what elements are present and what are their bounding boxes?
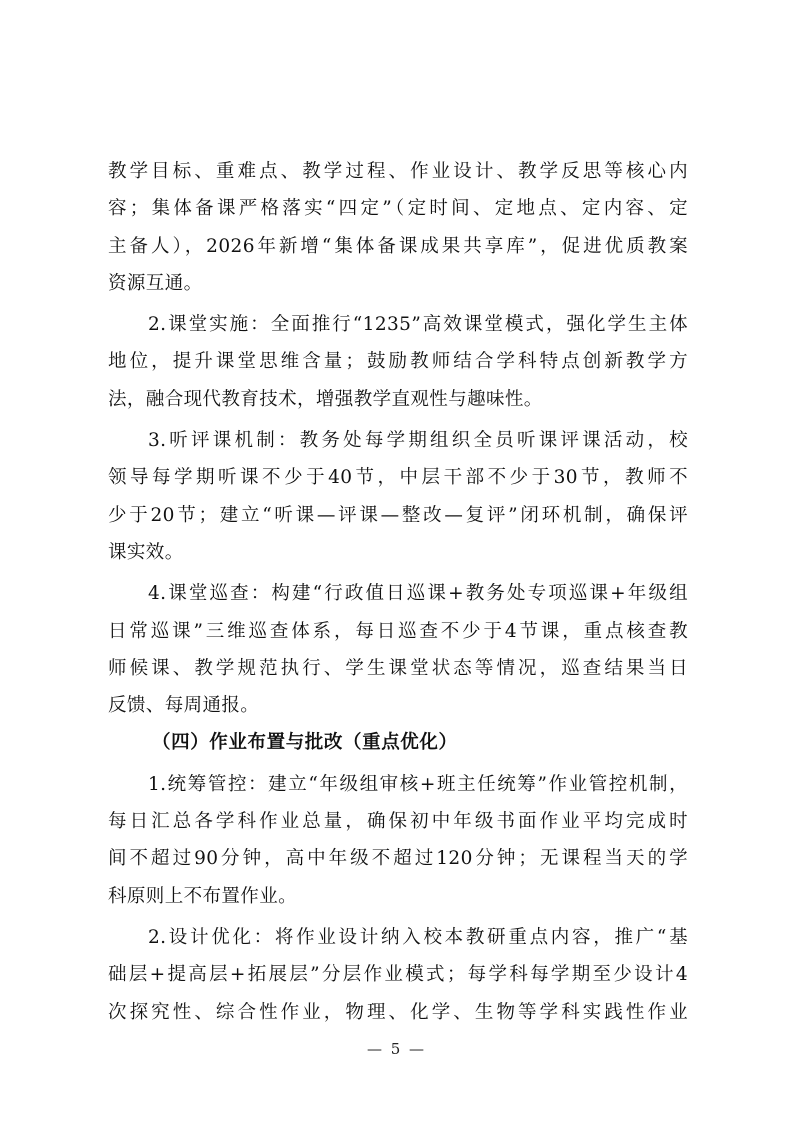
paragraph-line: 教学目标、重难点、教学过程、作业设计、教学反思等核心内 <box>108 161 688 182</box>
section-heading: （四）作业布置与批改（重点优化） <box>152 732 458 754</box>
paragraph-line: 科原则上不布置作业。 <box>108 885 298 907</box>
paragraph-line: 2.课堂实施：全面推行“1235”高效课堂模式，强化学生主体 <box>148 314 688 336</box>
paragraph-line: 反馈、每周通报。 <box>108 695 260 717</box>
document-body <box>108 153 688 1031</box>
paragraph-line: 4.课堂巡查：构建“行政值日巡课+教务处专项巡课+年级组 <box>148 583 688 605</box>
paragraph-line: 少于20节；建立“听课—评课—整改—复评”闭环机制，确保评 <box>108 504 688 526</box>
paragraph-line: 领导每学期听课不少于40节，中层干部不少于30节，教师不 <box>108 467 688 489</box>
paragraph-line: 次探究性、综合性作业，物理、化学、生物等学科实践性作业 <box>108 1001 688 1023</box>
paragraph-line: 2.设计优化：将作业设计纳入校本教研重点内容，推广“基 <box>148 926 688 948</box>
paragraph-line: 主备人），2026年新增“集体备课成果共享库”，促进优质教案 <box>108 235 688 257</box>
paragraph-line: 资源互通。 <box>108 272 203 294</box>
page-number: — 5 — <box>366 1040 427 1058</box>
paragraph-line: 3.听评课机制：教务处每学期组织全员听课评课活动，校 <box>148 430 688 452</box>
paragraph-line: 日常巡课”三维巡查体系，每日巡查不少于4节课，重点核查教 <box>108 620 688 642</box>
paragraph-line: 地位，提升课堂思维含量；鼓励教师结合学科特点创新教学方 <box>108 351 688 373</box>
paragraph-line: 间不超过90分钟，高中年级不超过120分钟；无课程当天的学 <box>108 848 688 870</box>
paragraph-line: 容；集体备课严格落实“四定”（定时间、定地点、定内容、定 <box>108 198 688 220</box>
paragraph-line: 课实效。 <box>108 541 184 563</box>
paragraph-line: 1.统筹管控：建立“年级组审核+班主任统筹”作业管控机制， <box>148 773 688 795</box>
paragraph-line: 础层+提高层+拓展层”分层作业模式；每学科每学期至少设计4 <box>108 964 688 986</box>
paragraph-line: 每日汇总各学科作业总量，确保初中年级书面作业平均完成时 <box>108 811 688 833</box>
paragraph-line: 法，融合现代教育技术，增强教学直观性与趣味性。 <box>108 388 543 410</box>
paragraph-line: 师候课、教学规范执行、学生课堂状态等情况，巡查结果当日 <box>108 657 688 679</box>
